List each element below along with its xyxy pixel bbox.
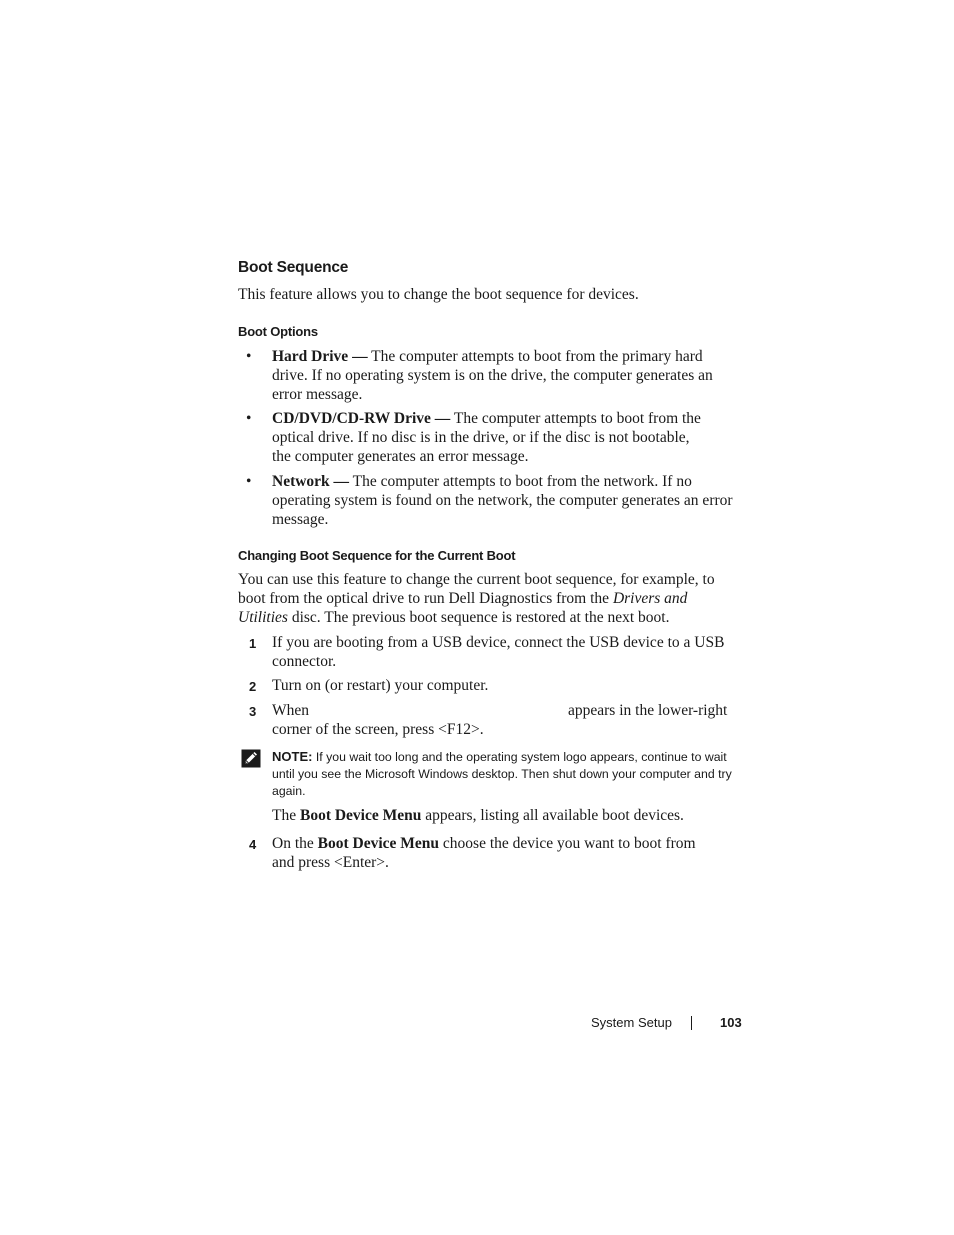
menu-name: Boot Device Menu — [299, 807, 422, 824]
option-text: The computer attempts to boot from the primary hard drive. If no operating system is on the drive, the computer generates an error message. — [272, 348, 713, 403]
option-text: The computer attempts to boot from the network. If no operating system is found on the network, the computer generates an error message. — [272, 473, 733, 528]
option-text: The computer attempts to boot from the optical drive. If no disc is in the drive, or if the disc is not bootable, the computer generates an error message. — [272, 410, 701, 465]
step-number: 2 — [249, 679, 257, 694]
note-label: NOTE: — [272, 749, 313, 764]
option-term: Hard Drive — — [272, 348, 368, 365]
step-number: 1 — [249, 636, 257, 651]
bullet: • — [246, 348, 252, 365]
page-number: 103 — [720, 1015, 742, 1030]
step-text: Turn on (or restart) your computer. — [272, 677, 489, 694]
note-text: If you wait too long and the operating system logo appears, continue to wait until you see the Microsoft Windows desktop. Then shut down your computer and try again. — [272, 750, 732, 798]
step-text: appears in the lower-right — [568, 702, 728, 719]
paragraph-text: appears, listing all available boot devices. — [421, 807, 684, 824]
step-item — [238, 633, 738, 671]
step-text: When — [272, 702, 310, 719]
footer-separator — [691, 1016, 692, 1030]
pencil-note-icon — [241, 749, 261, 768]
section-heading: Boot Sequence — [238, 259, 349, 276]
list-item — [238, 472, 738, 529]
step-text: If you are booting from a USB device, connect the USB device to a USB connector. — [272, 634, 725, 670]
changing-paragraph — [238, 570, 738, 627]
changing-heading: Changing Boot Sequence for the Current Boot — [238, 548, 516, 563]
paragraph-text: You can use this feature to change the current boot sequence, for example, to boot from the optical drive to run Dell Diagnostics from the — [238, 571, 715, 607]
bullet: • — [246, 410, 252, 427]
footer-section-title: System Setup — [591, 1015, 672, 1030]
paragraph-text: disc. The previous boot sequence is restored at the next boot. — [287, 609, 670, 626]
step-text: On the — [272, 835, 318, 852]
bullet: • — [246, 473, 252, 490]
step-item — [238, 701, 738, 739]
menu-name: Boot Device Menu — [317, 835, 440, 852]
list-item — [238, 347, 738, 404]
step-number: 4 — [249, 837, 257, 852]
boot-options-heading: Boot Options — [238, 324, 318, 339]
step-text: choose the device you want to boot from and press <Enter>. — [272, 835, 696, 871]
result-paragraph — [272, 806, 738, 825]
step-number: 3 — [249, 704, 257, 719]
option-term: Network — — [272, 473, 350, 490]
paragraph-italic: Drivers and Utilities — [238, 590, 688, 626]
list-item — [238, 409, 738, 466]
step-item — [238, 676, 738, 695]
paragraph-text: The — [272, 807, 300, 824]
step-item — [238, 834, 738, 872]
step-text: corner of the screen, press <F12>. — [272, 721, 484, 738]
option-term: CD/DVD/CD-RW Drive — — [272, 410, 451, 427]
note-block — [238, 748, 738, 800]
intro-paragraph: This feature allows you to change the boot sequence for devices. — [238, 286, 639, 303]
